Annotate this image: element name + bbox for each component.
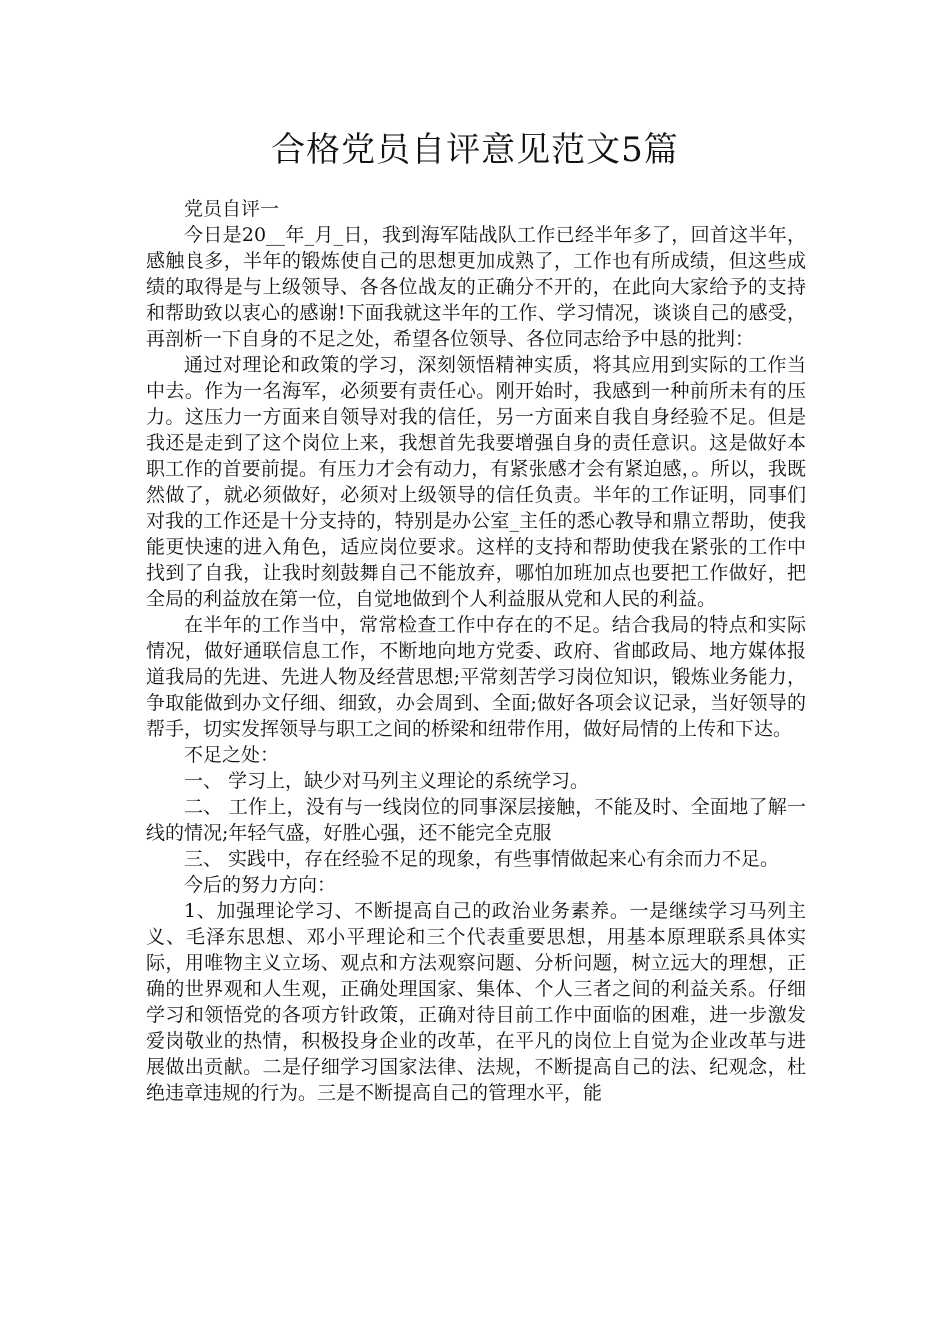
list-item: 二、 工作上，没有与一线岗位的同事深层接触，不能及时、全面地了解一线的情况;年轻气盛，好胜心强，还不能完全克服 — [146, 796, 806, 844]
list-item: 三、 实践中，存在经验不足的现象，有些事情做起来心有余而力不足。 — [184, 848, 780, 870]
section-heading: 党员自评一 — [184, 198, 280, 220]
subheading: 不足之处： — [184, 744, 280, 766]
paragraph: 1、加强理论学习、不断提高自己的政治业务素养。一是继续学习马列主义、毛泽东思想、邓小平理论和三个代表重要思想，用基本原理联系具体实际，用唯物主义立场、观点和方法观察问题、分析问题，树立远大的理想，正确的世界观和人生观，正确处理国家、集体、个人三者之间的利益关系。仔细学习和领悟党的各项方针政策，正确对待目前工作中面临的困难，进一步激发爱岗敬业的热情，积极投身企业的改革，在平凡的岗位上自觉为企业改革与进展做出贡献。二是仔细学习国家法律、法规，不断提高自己的法、纪观念，杜绝违章违规的行为。三是不断提高自己的管理水平，能 — [146, 900, 806, 1104]
subheading: 今后的努力方向： — [184, 874, 337, 896]
paragraph: 通过对理论和政策的学习，深刻领悟精神实质，将其应用到实际的工作当中去。作为一名海军，必须要有责任心。刚开始时，我感到一种前所未有的压力。这压力一方面来自领导对我的信任，另一方面来自我自身经验不足。但是我还是走到了这个岗位上来，我想首先我要增强自身的责任意识。这是做好本职工作的首要前提。有压力才会有动力，有紧张感才会有紧迫感，。所以，我既然做了，就必须做好，必须对上级领导的信任负责。半年的工作证明，同事们对我的工作还是十分支持的，特别是办公室_主任的悉心教导和鼎立帮助，使我能更快速的进入角色，适应岗位要求。这样的支持和帮助使我在紧张的工作中找到了自我，让我时刻鼓舞自己不能放弃，哪怕加班加点也要把工作做好，把全局的利益放在第一位，自觉地做到个人利益服从党和人民的利益。 — [146, 354, 806, 610]
paragraph: 在半年的工作当中，常常检查工作中存在的不足。结合我局的特点和实际情况，做好通联信息工作，不断地向地方党委、政府、省邮政局、地方媒体报道我局的先进、先进人物及经营思想;平常刻苦学习岗位知识，锻炼业务能力，争取能做到办文仔细、细致，办会周到、全面;做好各项会议记录，当好领导的帮手，切实发挥领导与职工之间的桥梁和纽带作用，做好局情的上传和下达。 — [146, 614, 806, 740]
document-title: 合格党员自评意见范文5篇 — [271, 130, 679, 170]
document-body — [146, 196, 806, 1106]
list-item: 一、 学习上，缺少对马列主义理论的系统学习。 — [184, 770, 590, 792]
paragraph: 今日是20__年_月_日，我到海军陆战队工作已经半年多了，回首这半年，感触良多，半年的锻炼使自己的思想更加成熟了，工作也有所成绩，但这些成绩的取得是与上级领导、各各位战友的正确分不开的，在此向大家给予的支持和帮助致以衷心的感谢!下面我就这半年的工作、学习情况，谈谈自己的感受，再剖析一下自身的不足之处，希望各位领导、各位同志给予中恳的批判： — [146, 224, 806, 350]
